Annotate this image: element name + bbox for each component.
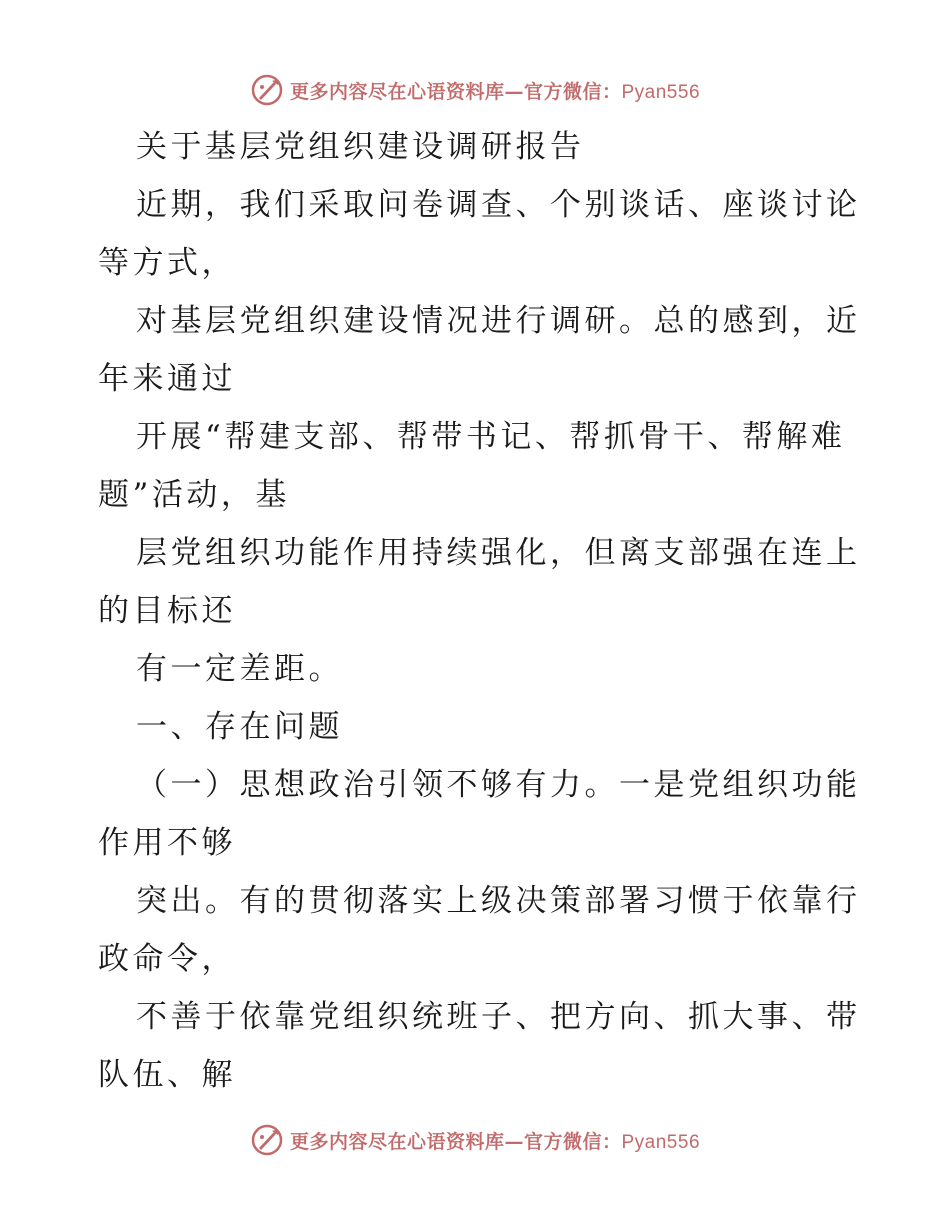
watermark-banner-bottom <box>0 1120 950 1160</box>
text-line: 突出。有的贯彻落实上级决策部署习惯于依靠行 <box>136 883 861 919</box>
text-line: 不善于依靠党组织统班子、把方向、抓大事、带 <box>136 999 861 1035</box>
text-line: 层党组织功能作用持续强化，但离支部强在连上 <box>136 535 861 571</box>
watermark-text: 更多内容尽在心语资料库—官方微信：Pyan556 <box>289 80 701 103</box>
text-line: 对基层党组织建设情况进行调研。总的感到，近 <box>136 303 861 339</box>
text-line: （一）思想政治引领不够有力。一是党组织功能 <box>136 767 861 803</box>
document-body <box>98 118 861 1104</box>
text-line: 政命令， <box>98 941 236 977</box>
text-line: 题”活动，基 <box>98 477 290 513</box>
text-line: 作用不够 <box>98 825 236 861</box>
quill-pen-logo-icon <box>250 1123 284 1157</box>
text-line: 的目标还 <box>98 593 236 629</box>
text-line: 一、存在问题 <box>136 709 343 745</box>
watermark-banner-top <box>0 70 950 110</box>
quill-pen-logo-icon <box>250 73 284 107</box>
watermark-text: 更多内容尽在心语资料库—官方微信：Pyan556 <box>289 1130 701 1153</box>
text-line: 队伍、解 <box>98 1057 236 1093</box>
watermark-account: Pyan556 <box>621 1131 701 1153</box>
text-line: 近期，我们采取问卷调查、个别谈话、座谈讨论 <box>136 187 861 223</box>
document-title: 关于基层党组织建设调研报告 <box>136 129 585 165</box>
watermark-account: Pyan556 <box>621 81 701 103</box>
text-line: 开展“帮建支部、帮带书记、帮抓骨干、帮解难 <box>136 419 846 455</box>
text-line: 有一定差距。 <box>136 651 343 687</box>
text-line: 等方式， <box>98 245 236 281</box>
text-line: 年来通过 <box>98 361 236 397</box>
